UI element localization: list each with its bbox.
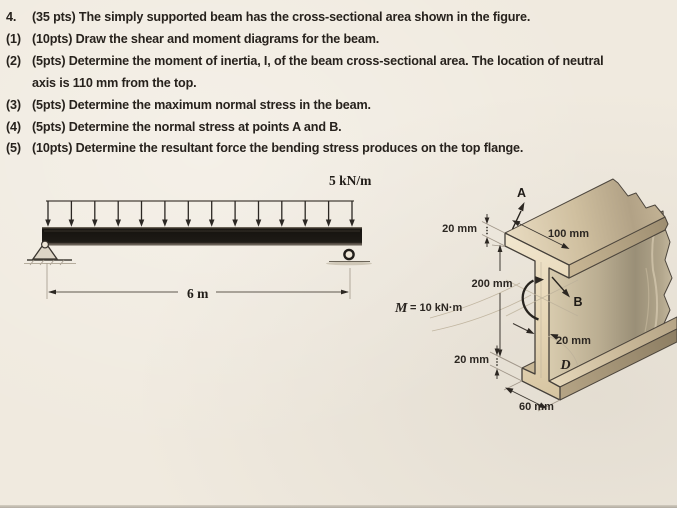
load-arrows — [45, 201, 355, 227]
item-text: axis is 110 mm from the top. — [32, 75, 197, 90]
problem-item — [6, 138, 674, 160]
item-text: (5pts) Determine the moment of inertia, I, of the beam cross-sectional area. The location of neutral — [32, 53, 604, 68]
dim-top-flange-thickness — [442, 214, 505, 247]
problem-item — [6, 7, 674, 29]
problem-item-continuation — [6, 73, 674, 95]
dim-bottom-flange-width-label: 60 mm — [519, 401, 554, 413]
problem-item — [6, 95, 674, 117]
problem-item — [6, 29, 674, 51]
problem-statement — [6, 7, 674, 160]
dim-top-flange-thickness-label: 20 mm — [442, 223, 477, 235]
point-a-label: A — [517, 186, 527, 200]
item-marker: (4) — [6, 119, 21, 134]
item-marker: (1) — [6, 31, 21, 46]
distributed-load-label: 5 kN/m — [329, 173, 372, 188]
item-marker: (2) — [6, 53, 21, 68]
point-b-label: B — [573, 295, 583, 309]
beam-body — [42, 227, 362, 246]
span-dimension — [47, 263, 350, 301]
dim-bottom-flange-thickness-label: 20 mm — [454, 354, 489, 366]
span-label: 6 m — [187, 286, 209, 301]
dim-top-flange-width-label: 100 mm — [548, 228, 589, 240]
item-marker: (3) — [6, 97, 21, 112]
problem-item — [6, 51, 674, 73]
problem-item — [6, 117, 674, 139]
roller-support — [326, 250, 372, 265]
item-text: (5pts) Determine the maximum normal stress in the beam. — [32, 97, 371, 112]
item-text: (10pts) Draw the shear and moment diagrams for the beam. — [32, 31, 380, 46]
cross-section-figure — [394, 179, 677, 413]
point-d-label: D — [560, 358, 571, 373]
item-text: (10pts) Determine the resultant force the bending stress produces on the top flange. — [32, 141, 524, 156]
moment-symbol: M — [395, 301, 408, 316]
item-marker: (5) — [6, 141, 21, 156]
dim-web-thickness-label: 20 mm — [556, 335, 591, 347]
item-text: (35 pts) The simply supported beam has the cross-sectional area shown in the figure. — [32, 10, 531, 24]
moment-value: = 10 kN·m — [410, 302, 463, 314]
item-text: (5pts) Determine the normal stress at points A and B. — [32, 119, 342, 134]
beam-figure — [24, 173, 372, 301]
item-marker: 4. — [6, 10, 17, 24]
item-marker — [6, 73, 32, 95]
dim-web-height-label: 200 mm — [471, 278, 513, 290]
dim-bottom-flange-thickness — [454, 346, 522, 382]
